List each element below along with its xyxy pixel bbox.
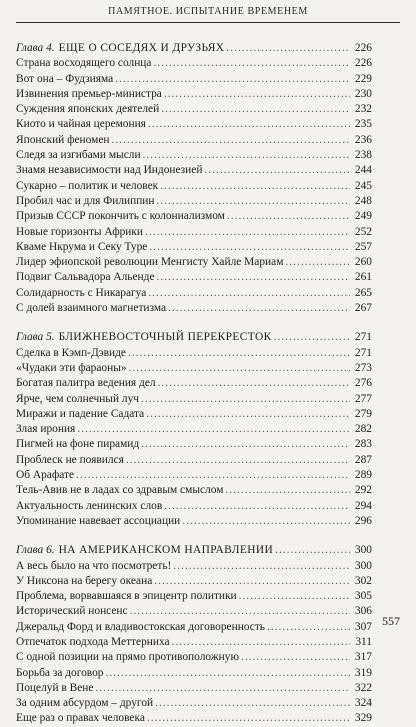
- toc-entry: [16, 711, 372, 726]
- chapter-title: [16, 41, 224, 56]
- entry-page: 265: [354, 286, 372, 299]
- entry-title: Страна восходящего солнца: [16, 57, 152, 70]
- toc-entry: [16, 301, 372, 316]
- toc-entry: [16, 635, 372, 650]
- dot-leader: [76, 468, 350, 483]
- header-rule: [16, 22, 400, 23]
- entry-title: Борьба за договор: [16, 666, 104, 679]
- entry-title: «Чудаки эти фараоны»: [16, 361, 127, 374]
- toc-entry: [16, 483, 372, 498]
- dot-leader: [130, 604, 350, 619]
- dot-leader: [158, 376, 350, 391]
- entry-page: 305: [354, 590, 372, 603]
- dot-leader: [204, 163, 350, 178]
- entry-title: А весь было на что посмотреть!: [16, 559, 172, 572]
- dot-leader: [126, 453, 350, 468]
- entry-page: 226: [354, 57, 372, 70]
- toc-entry: [16, 225, 372, 240]
- toc-entry: [16, 468, 372, 483]
- entry-page: 296: [354, 514, 372, 527]
- dot-leader: [111, 133, 350, 148]
- dot-leader: [95, 681, 350, 696]
- entry-title: Японский феномен: [16, 133, 110, 146]
- entry-title: Поцелуй в Вене: [16, 681, 94, 694]
- dot-leader: [148, 117, 350, 132]
- toc-entry: [16, 620, 372, 635]
- entry-page: 306: [354, 605, 372, 618]
- entry-page: 311: [355, 635, 372, 648]
- dot-leader: [154, 574, 350, 589]
- toc-entry: [16, 209, 372, 224]
- chapter-label: Глава 6.: [16, 544, 55, 557]
- toc-entry: [16, 194, 372, 209]
- toc-entry: [16, 422, 372, 437]
- entry-title: Вот она – Фудзияма: [16, 72, 114, 85]
- entry-title: Упоминание навевает ассоциации: [16, 514, 181, 527]
- entry-title: Исторический нонсенс: [16, 605, 128, 618]
- entry-page: 279: [354, 407, 372, 420]
- entry-page: 283: [354, 438, 372, 451]
- toc-entry: [16, 589, 372, 604]
- entry-page: 249: [354, 210, 372, 223]
- dot-leader: [182, 514, 350, 529]
- dot-leader: [225, 483, 350, 498]
- entry-page: 282: [354, 423, 372, 436]
- entry-page: 273: [354, 361, 372, 374]
- entry-title: Ярче, чем солнечный луч: [16, 392, 140, 405]
- dot-leader: [227, 209, 350, 224]
- entry-title: Богатая палитра ведения дел: [16, 377, 156, 390]
- entry-title: Лидер эфиопской революции Менгисту Хайле Мариам: [16, 256, 284, 269]
- entry-title: Отпечаток подхода Меттерниха: [16, 635, 170, 648]
- toc-entry: [16, 255, 372, 270]
- toc-entry: [16, 286, 372, 301]
- dot-leader: [149, 240, 350, 255]
- toc-entry: [16, 666, 372, 681]
- entry-title: За одним абсурдом – другой: [16, 697, 154, 710]
- dot-leader: [153, 56, 350, 71]
- entry-title: Пигмей на фоне пирамид: [16, 438, 140, 451]
- chapter-name: БЛИЖНЕВОСТОЧНЫЙ ПЕРЕКРЕСТОК: [58, 331, 272, 344]
- entry-title: Новые горизонты Африки: [16, 225, 144, 238]
- dot-leader: [164, 499, 350, 514]
- toc-entry: [16, 133, 372, 148]
- entry-page: 300: [354, 559, 372, 572]
- page-number: 557: [382, 614, 400, 628]
- entry-title: Злая ирония: [16, 423, 76, 436]
- chapter-label: Глава 5.: [16, 331, 55, 344]
- toc-entry: [16, 604, 372, 619]
- dot-leader: [155, 696, 350, 711]
- running-head: ПАМЯТНОЕ. ИСПЫТАНИЕ ВРЕМЕНЕМ: [108, 6, 308, 17]
- dot-leader: [241, 650, 350, 665]
- entry-page: 277: [354, 392, 372, 405]
- chapter-heading: [16, 543, 372, 558]
- entry-title: Миражи и падение Садата: [16, 407, 145, 420]
- toc-entry: [16, 102, 372, 117]
- chapter-page: 271: [354, 331, 372, 344]
- entry-title: Извинения премьер-министра: [16, 87, 162, 100]
- entry-title: Суждения японских деятелей: [16, 103, 160, 116]
- entry-title: С одной позиции на прямо противоположную: [16, 651, 239, 664]
- entry-page: 302: [354, 574, 372, 587]
- toc-entry: [16, 650, 372, 665]
- dot-leader: [285, 255, 350, 270]
- entry-page: 294: [354, 499, 372, 512]
- table-of-contents: [16, 41, 372, 727]
- dot-leader: [141, 392, 350, 407]
- entry-page: 289: [354, 469, 372, 482]
- toc-entry: [16, 376, 372, 391]
- toc-entry: [16, 72, 372, 87]
- entry-title: Солидарность с Никарагуа: [16, 286, 147, 299]
- dot-leader: [226, 41, 350, 56]
- dot-leader: [143, 148, 350, 163]
- dot-leader: [267, 620, 350, 635]
- entry-title: Проблема, ворвавшаяся в эпицентр политики: [16, 590, 237, 603]
- dot-leader: [77, 422, 350, 437]
- entry-page: 292: [354, 484, 372, 497]
- dot-leader: [106, 666, 351, 681]
- toc-entry: [16, 56, 372, 71]
- toc-entry: [16, 392, 372, 407]
- entry-title: Об Арафате: [16, 469, 75, 482]
- entry-title: Сделка в Кэмп-Дэвиде: [16, 346, 126, 359]
- entry-page: 236: [354, 133, 372, 146]
- entry-page: 232: [354, 103, 372, 116]
- chapter-section: [16, 41, 372, 316]
- toc-entry: [16, 407, 372, 422]
- entry-page: 248: [354, 194, 372, 207]
- toc-entry: [16, 681, 372, 696]
- toc-entry: [16, 240, 372, 255]
- chapter-label: Глава 4.: [16, 42, 55, 54]
- entry-page: 322: [354, 681, 372, 694]
- chapter-page: 300: [354, 544, 372, 557]
- chapter-page: 226: [354, 42, 372, 54]
- chapter-name: НА АМЕРИКАНСКОМ НАПРАВЛЕНИИ: [58, 544, 274, 557]
- toc-entry: [16, 574, 372, 589]
- toc-entry: [16, 696, 372, 711]
- dot-leader: [115, 72, 350, 87]
- dot-leader: [274, 330, 350, 345]
- chapter-heading: [16, 41, 372, 56]
- entry-page: 319: [354, 666, 372, 679]
- entry-title: С долей взаимного магнетизма: [16, 302, 167, 315]
- entry-title: Джеральд Форд и владивостокская договоренность: [16, 620, 265, 633]
- chapter-name: ЕЩЕ О СОСЕДЯХ И ДРУЗЬЯХ: [58, 42, 225, 54]
- entry-title: Киото и чайная церемония: [16, 118, 146, 131]
- entry-page: 238: [354, 149, 372, 162]
- entry-title: Сукарно – политик и человек: [16, 179, 159, 192]
- entry-page: 235: [354, 118, 372, 131]
- toc-entry: [16, 148, 372, 163]
- entry-page: 276: [354, 377, 372, 390]
- dot-leader: [239, 589, 350, 604]
- toc-entry: [16, 270, 372, 285]
- dot-leader: [161, 102, 350, 117]
- entry-page: 244: [354, 164, 372, 177]
- toc-entry: [16, 346, 372, 361]
- entry-page: 245: [354, 179, 372, 192]
- dot-leader: [168, 301, 350, 316]
- dot-leader: [141, 437, 350, 452]
- dot-leader: [160, 179, 350, 194]
- toc-entry: [16, 163, 372, 178]
- dot-leader: [146, 407, 350, 422]
- dot-leader: [148, 286, 350, 301]
- entry-title: Следя за изгибами мысли: [16, 149, 141, 162]
- toc-entry: [16, 117, 372, 132]
- toc-entry: [16, 179, 372, 194]
- entry-page: 287: [354, 453, 372, 466]
- entry-page: 267: [354, 302, 372, 315]
- entry-title: Кваме Нкрума и Секу Туре: [16, 240, 148, 253]
- entry-page: 271: [354, 346, 372, 359]
- dot-leader: [145, 225, 350, 240]
- entry-title: Призыв СССР покончить с колониализмом: [16, 210, 225, 223]
- entry-page: 229: [354, 72, 372, 85]
- chapter-section: [16, 330, 372, 529]
- chapter-title: [16, 543, 273, 558]
- entry-title: Еще раз о правах человека: [16, 712, 145, 725]
- toc-entry: [16, 361, 372, 376]
- dot-leader: [128, 346, 350, 361]
- entry-page: 324: [354, 697, 372, 710]
- toc-entry: [16, 453, 372, 468]
- toc-entry: [16, 514, 372, 529]
- dot-leader: [157, 270, 351, 285]
- toc-entry: [16, 559, 372, 574]
- entry-page: 230: [354, 87, 372, 100]
- dot-leader: [129, 361, 350, 376]
- dot-leader: [173, 559, 350, 574]
- entry-page: 329: [354, 712, 372, 725]
- toc-entry: [16, 437, 372, 452]
- entry-page: 317: [354, 651, 372, 664]
- dot-leader: [275, 543, 350, 558]
- entry-title: Актуальность ленинских слов: [16, 499, 163, 512]
- entry-title: Подвиг Сальвадора Альенде: [16, 271, 155, 284]
- chapter-section: [16, 543, 372, 727]
- entry-title: Проблеск не появился: [16, 453, 124, 466]
- entry-page: 252: [354, 225, 372, 238]
- entry-title: У Никсона на берегу океана: [16, 574, 153, 587]
- toc-entry: [16, 87, 372, 102]
- entry-page: 261: [354, 271, 372, 284]
- dot-leader: [157, 194, 351, 209]
- entry-page: 260: [354, 256, 372, 269]
- dot-leader: [147, 711, 350, 726]
- chapter-heading: [16, 330, 372, 345]
- entry-page: 307: [354, 620, 372, 633]
- dot-leader: [172, 635, 350, 650]
- entry-page: 257: [354, 240, 372, 253]
- toc-entry: [16, 499, 372, 514]
- entry-title: Пробил час и для Филиппин: [16, 194, 155, 207]
- dot-leader: [164, 87, 350, 102]
- chapter-title: [16, 330, 272, 345]
- entry-title: Тель-Авив не в ладах со здравым смыслом: [16, 484, 224, 497]
- entry-title: Знамя независимости над Индонезией: [16, 164, 203, 177]
